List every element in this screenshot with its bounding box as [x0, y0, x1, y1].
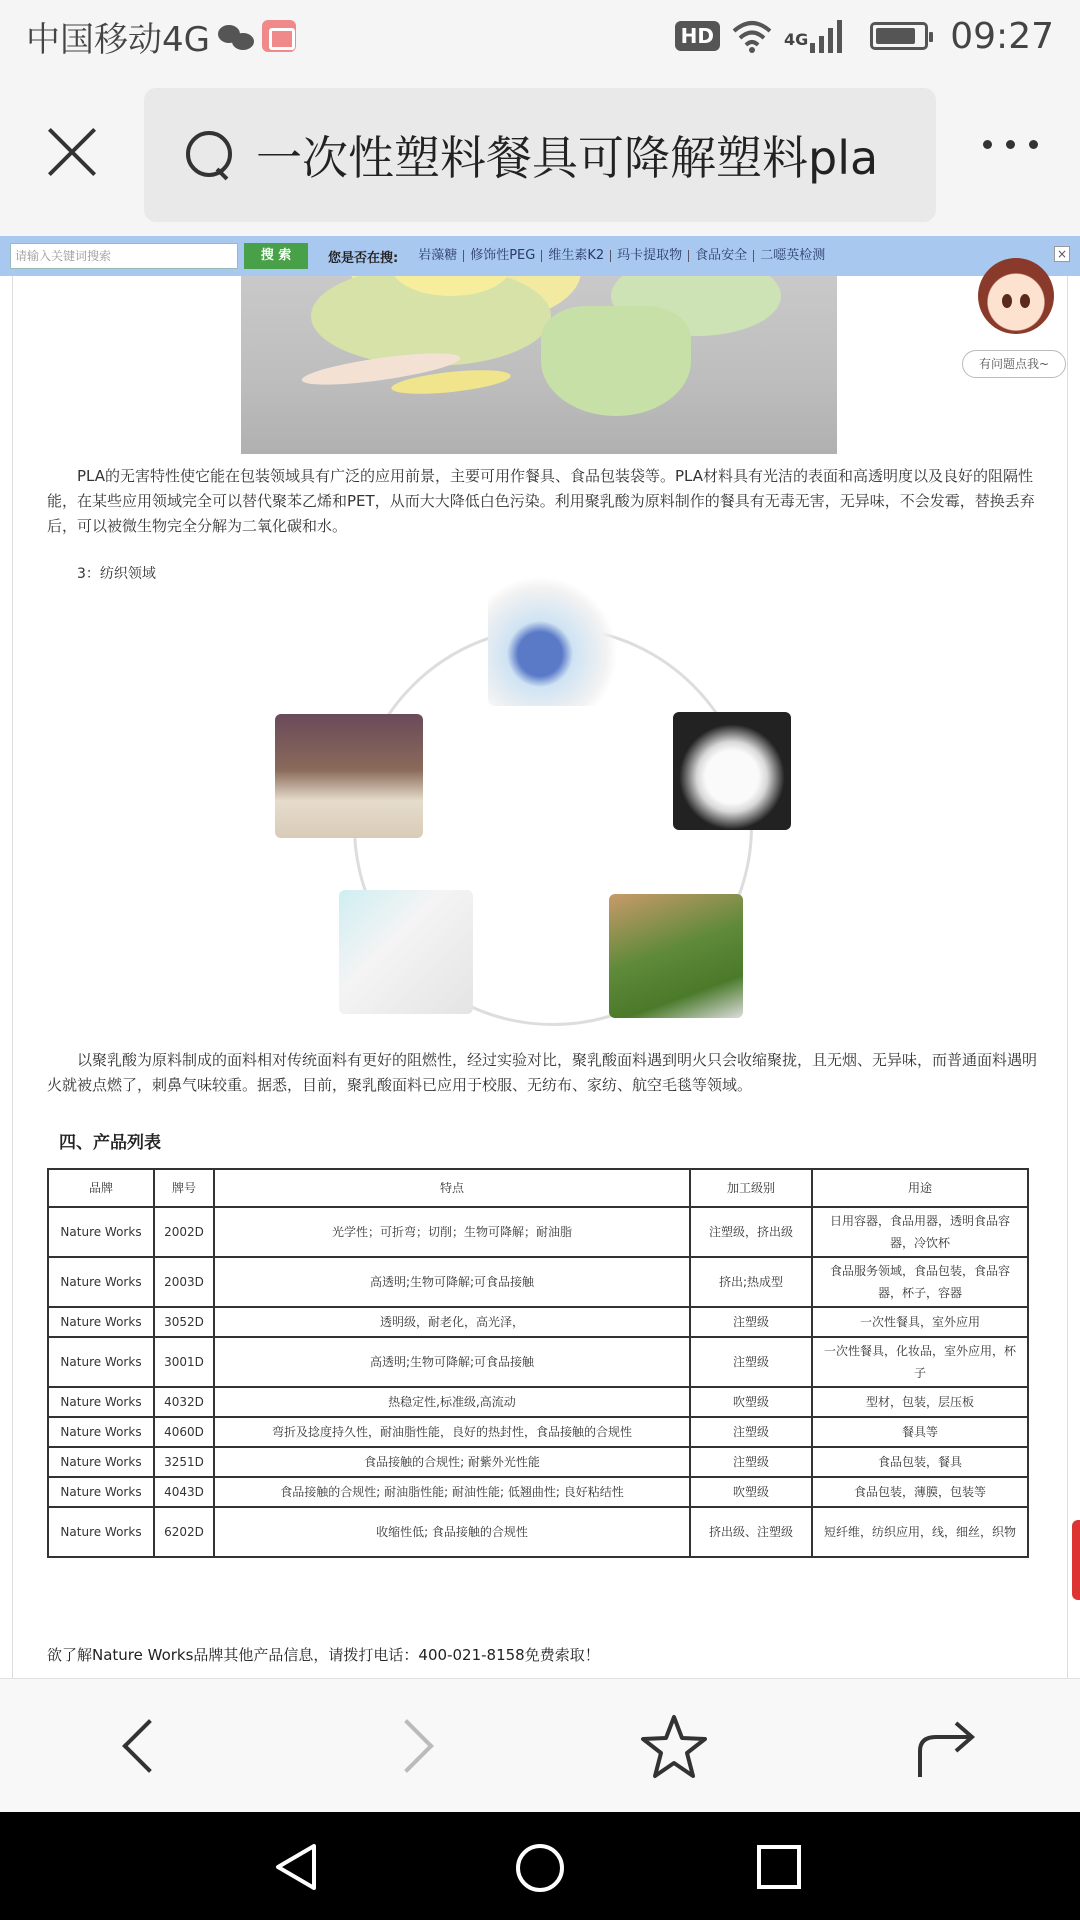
underwear-image	[339, 890, 473, 1014]
sys-home-icon[interactable]	[514, 1842, 566, 1894]
table-cell: Nature Works	[48, 1477, 154, 1507]
table-cell: 餐具等	[812, 1417, 1028, 1447]
search-tags	[412, 250, 831, 262]
subheading-textile: 3：纺织领域	[77, 566, 156, 582]
url-text: 一次性塑料餐具可降解塑料pla	[256, 131, 879, 185]
table-row	[48, 1337, 1028, 1387]
site-search-bar	[0, 236, 1080, 276]
search-tag[interactable]: 维生素K2	[542, 250, 611, 262]
carrier-label: 中国移动4G	[26, 19, 210, 60]
table-cell: Nature Works	[48, 1507, 154, 1557]
table-cell: 热稳定性,标准级,高流动	[214, 1387, 690, 1417]
table-cell: 高透明;生物可降解;可食品接触	[214, 1257, 690, 1307]
section-title-products: 四、产品列表	[59, 1133, 161, 1153]
table-cell: 弯折及捻度持久性，耐油脂性能，良好的热封性，食品接触的合规性	[214, 1417, 690, 1447]
status-left	[26, 12, 296, 61]
column-header: 品牌	[48, 1169, 154, 1207]
wechat-icon	[218, 21, 254, 51]
column-header: 加工级别	[690, 1169, 812, 1207]
system-nav-bar	[0, 1812, 1080, 1920]
table-cell: 光学性；可折弯；切削；生物可降解；耐油脂	[214, 1207, 690, 1257]
paragraph-packaging: PLA的无害特性使它能在包装领域具有广泛的应用前景，主要可用作餐具、食品包装袋等。PLA材料具有光洁的表面和高透明度以及良好的阻隔性能，在某些应用领域完全可以替代聚苯乙烯和PET，从而大大降低白色污染。利用聚乳酸为原料制作的餐具有无毒无害，无异味，不会发霉，替换丢弃后，可以被微生物完全分解为二氧化碳和水。	[47, 467, 1035, 535]
star-icon[interactable]	[640, 1713, 708, 1781]
column-header: 特点	[214, 1169, 690, 1207]
search-tag[interactable]: 岩藻糖	[412, 250, 464, 262]
table-row	[48, 1477, 1028, 1507]
mascot-label: 有问题点我~	[962, 350, 1066, 378]
table-row	[48, 1447, 1028, 1477]
table-cell: Nature Works	[48, 1387, 154, 1417]
table-cell: 2002D	[154, 1207, 214, 1257]
notebook-icon	[262, 20, 296, 52]
table-cell: 注塑级，挤出级	[690, 1207, 812, 1257]
table-cell: Nature Works	[48, 1307, 154, 1337]
side-feedback-tab[interactable]	[1072, 1520, 1080, 1600]
more-icon[interactable]	[983, 140, 1038, 149]
search-tag[interactable]: 修饰性PEG	[464, 250, 542, 262]
table-cell: 高透明;生物可降解;可食品接触	[214, 1337, 690, 1387]
table-cell: 食品接触的合规性; 耐紫外光性能	[214, 1447, 690, 1477]
search-tag[interactable]: 二噁英检测	[760, 248, 826, 263]
product-table-body	[48, 1207, 1028, 1557]
table-cell: Nature Works	[48, 1337, 154, 1387]
contact-note: 欲了解Nature Works品牌其他产品信息，请拨打电话：400-021-8158免费索取！	[47, 1646, 600, 1664]
search-hint: 您是否在搜:	[328, 250, 399, 266]
mascot-avatar	[978, 258, 1054, 334]
network-type-label: 4G	[783, 29, 809, 49]
table-cell: 3251D	[154, 1447, 214, 1477]
page-content	[0, 276, 1080, 1678]
table-cell: Nature Works	[48, 1417, 154, 1447]
status-right	[675, 16, 1054, 57]
table-cell: 食品包装，薄膜，包装等	[812, 1477, 1028, 1507]
table-row	[48, 1207, 1028, 1257]
table-cell: 挤出;热成型	[690, 1257, 812, 1307]
column-header: 牌号	[154, 1169, 214, 1207]
search-icon	[186, 131, 234, 179]
sys-back-icon[interactable]	[272, 1842, 322, 1892]
close-icon[interactable]	[44, 124, 100, 180]
search-tag[interactable]: 食品安全	[689, 250, 754, 262]
back-icon[interactable]	[108, 1717, 168, 1777]
product-table	[47, 1168, 1029, 1558]
wifi-icon	[732, 19, 772, 53]
site-bar-close-icon[interactable]: ×	[1054, 246, 1070, 262]
fiber-image	[673, 712, 791, 830]
table-cell: 食品服务领域，食品包装，食品容器，杯子，容器	[812, 1257, 1028, 1307]
browser-bottom-nav	[0, 1678, 1080, 1812]
table-cell: 短纤维，纺织应用，线，细丝，织物	[812, 1507, 1028, 1557]
table-cell: Nature Works	[48, 1447, 154, 1477]
table-header-row	[48, 1169, 1028, 1207]
url-bar[interactable]	[144, 88, 936, 222]
table-row	[48, 1507, 1028, 1557]
article	[12, 276, 1068, 1678]
forward-icon[interactable]	[384, 1717, 444, 1777]
table-row	[48, 1307, 1028, 1337]
clock: 09:27	[950, 15, 1054, 57]
table-cell: 4043D	[154, 1477, 214, 1507]
table-cell: 注塑级	[690, 1337, 812, 1387]
table-cell: 食品包装，餐具	[812, 1447, 1028, 1477]
sys-recents-icon[interactable]	[756, 1844, 802, 1890]
table-cell: 收缩性低; 食品接触的合规性	[214, 1507, 690, 1557]
hd-badge: HD	[675, 21, 720, 51]
table-row	[48, 1257, 1028, 1307]
table-cell: Nature Works	[48, 1257, 154, 1307]
table-cell: 3052D	[154, 1307, 214, 1337]
table-cell: 4060D	[154, 1417, 214, 1447]
table-cell: 透明级，耐老化，高光泽，	[214, 1307, 690, 1337]
table-cell: 4032D	[154, 1387, 214, 1417]
battery-icon	[870, 22, 928, 50]
table-cell: 吹塑级	[690, 1387, 812, 1417]
table-cell: 2003D	[154, 1257, 214, 1307]
table-cell: 注塑级	[690, 1447, 812, 1477]
clothing-image	[275, 714, 423, 838]
search-tag[interactable]: 玛卡提取物	[611, 250, 689, 262]
table-row	[48, 1387, 1028, 1417]
signal-icon	[810, 19, 844, 53]
table-cell: Nature Works	[48, 1207, 154, 1257]
site-search-input[interactable]: 请输入关键词搜索	[10, 243, 238, 269]
table-cell: 注塑级	[690, 1307, 812, 1337]
browser-header	[0, 72, 1080, 236]
table-cell: 注塑级	[690, 1417, 812, 1447]
table-cell: 6202D	[154, 1507, 214, 1557]
column-header: 用途	[812, 1169, 1028, 1207]
medical-supplies-image	[488, 576, 618, 706]
table-row	[48, 1417, 1028, 1447]
paragraph-textile: 以聚乳酸为原料制成的面料相对传统面料有更好的阻燃性，经过实验对比，聚乳酸面料遇到明火只会收缩聚拢，且无烟、无异味，而普通面料遇明火就被点燃了，刺鼻气味较重。据悉，目前，聚乳酸面料已应用于校服、无纺布、家纺、航空毛毯等领域。	[47, 1051, 1038, 1094]
table-cell: 型材，包装，层压板	[812, 1387, 1028, 1417]
help-mascot[interactable]	[962, 258, 1066, 378]
table-cell: 挤出级、注塑级	[690, 1507, 812, 1557]
table-cell: 吹塑级	[690, 1477, 812, 1507]
site-search-button[interactable]: 搜 索	[244, 243, 308, 269]
table-cell: 3001D	[154, 1337, 214, 1387]
table-cell: 食品接触的合规性; 耐油脂性能; 耐油性能; 低翘曲性; 良好粘结性	[214, 1477, 690, 1507]
tableware-image	[241, 276, 837, 454]
textile-cycle-diagram	[293, 576, 793, 1026]
table-cell: 一次性餐具，室外应用	[812, 1307, 1028, 1337]
table-cell: 一次性餐具，化妆品，室外应用，杯子	[812, 1337, 1028, 1387]
table-cell: 日用容器，食品用器，透明食品容器，冷饮杯	[812, 1207, 1028, 1257]
share-icon[interactable]	[912, 1713, 980, 1781]
home-textile-image	[609, 894, 743, 1018]
status-bar	[0, 0, 1080, 72]
